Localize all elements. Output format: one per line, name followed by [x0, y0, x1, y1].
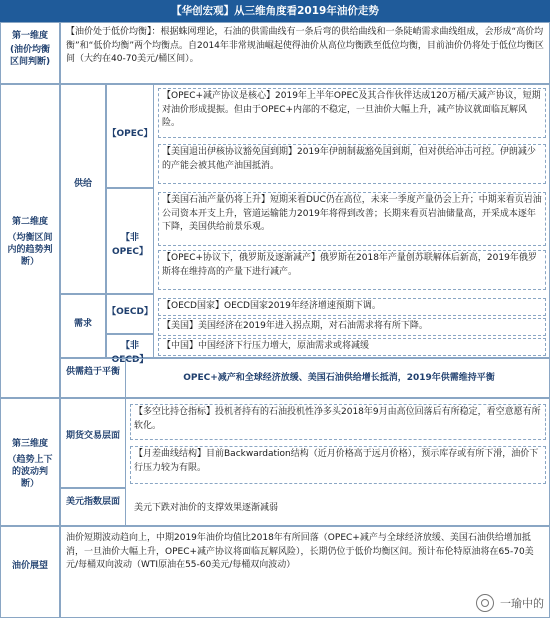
oecd-box-1-text: 【OECD国家】OECD国家2019年经济增速预期下调。: [162, 301, 381, 311]
outlook-body: 油价短期波动趋向上，中期2019年油价均值比2018年有所回落（OPEC+减产与全球经济放缓、美国石油供给增加抵消，一旦油价大幅上升，OPEC+减产协议将面临瓦解风险），长期仍位于低价均衡区间。预计布伦特原油将在65-70美元/每桶双向波动（WTI原油在55-60美元/每桶双向波动）: [66, 533, 534, 570]
watermark-text: 一瑜中的: [500, 597, 544, 610]
nonoecd-label: 【非OECD】: [111, 341, 149, 365]
wechat-icon: [476, 594, 494, 612]
opec-label: 【OPEC】: [107, 129, 153, 139]
oecd-box-2-text: 【美国】美国经济在2019年进入拐点期，对石油需求将有所下降。: [162, 321, 428, 331]
futures-box-2-text: 【月差曲线结构】目前Backwardation结构（近月价格高于远月价格），预示库存或有所下滑，油价下行压力较为有限。: [134, 449, 539, 473]
futures-label: 期货交易层面: [65, 431, 120, 441]
dim1-label: 第一维度: [11, 31, 48, 41]
nonoecd-box-text: 【中国】中国经济下行压力增大，原油需求或将减缓: [162, 341, 370, 351]
futures-cell: [60, 398, 126, 488]
dim2-label: 第二维度: [11, 217, 48, 227]
opec-box-2-text: 【美国退出伊核协议豁免国到期】2019年伊朗制裁豁免国到期，但对供给冲击可控。伊朗减少的产能会被其他产油国抵消。: [162, 147, 536, 171]
page-title: 【华创宏观】从三维角度看2019年油价走势: [0, 0, 550, 22]
balance-label-cell: [60, 358, 126, 398]
dollar-label: 美元指数层面: [65, 497, 120, 507]
dim3-sublabel: （趋势上下的波动判断）: [7, 455, 53, 489]
nonopec-box-1-text: 【美国石油产量仍将上升】短期来看DUC仍在高位，未来一季度产量仍会上升；中期来看页岩油公司资本开支上升，管道运输能力2019年将得到改善；长期来看页岩油储量高，开采成本逐年下降，美国供给前景乐观。: [162, 195, 542, 232]
demand-label: 需求: [73, 319, 92, 329]
futures-box-1-text: 【多空比持仓指标】投机者持有的石油投机性净多头2018年9月由高位回落后有所稳定，看空意愿有所软化。: [134, 407, 541, 431]
dim3-label: 第三维度: [11, 439, 48, 449]
supply-label: 供给: [73, 179, 92, 189]
dim1-sublabel: (油价均衡区间判断): [9, 45, 51, 67]
dim2-sublabel: （均衡区间内的趋势判断）: [7, 233, 53, 267]
nonopec-box-2-text: 【OPEC+协议下，俄罗斯及逐渐减产】俄罗斯在2018年产量创苏联解体后新高，2019年俄罗斯将在维持高的产量下进行减产。: [162, 253, 537, 277]
balance-label: 供需趋于平衡: [65, 367, 120, 377]
dim1-body: 【油价处于低价均衡】：根据蛛网理论，石油的供需曲线有一条后弯的供给曲线和一条陡峭需求曲线组成，会形成“高价均衡”和“低价均衡”两个均衡点。自2014年非常规油崛起使得油价从高位均衡跌至低位均衡，目前油价仍将处于低位均衡区间（大约在40-70美元/桶区间）。: [66, 27, 544, 64]
balance-text: OPEC+减产和全球经济放缓、美国石油供给增长抵消，2019年供需维持平衡: [183, 373, 495, 383]
oecd-label: 【OECD】: [107, 307, 153, 317]
nonopec-label: 【非OPEC】: [111, 233, 148, 257]
outlook-label: 油价展望: [11, 561, 48, 571]
dollar-text: 美元下跌对油价的支撑效果逐渐减弱: [134, 503, 279, 513]
opec-box-1-text: 【OPEC+减产协议是核心】2019年上半年OPEC及其合作伙伴达成120万桶/天减产协议，短期对油价形成提振。但由于OPEC+内部的不稳定，一旦油价大幅上升，减产协议就面临瓦解风险。: [162, 91, 541, 128]
watermark: [476, 594, 544, 612]
